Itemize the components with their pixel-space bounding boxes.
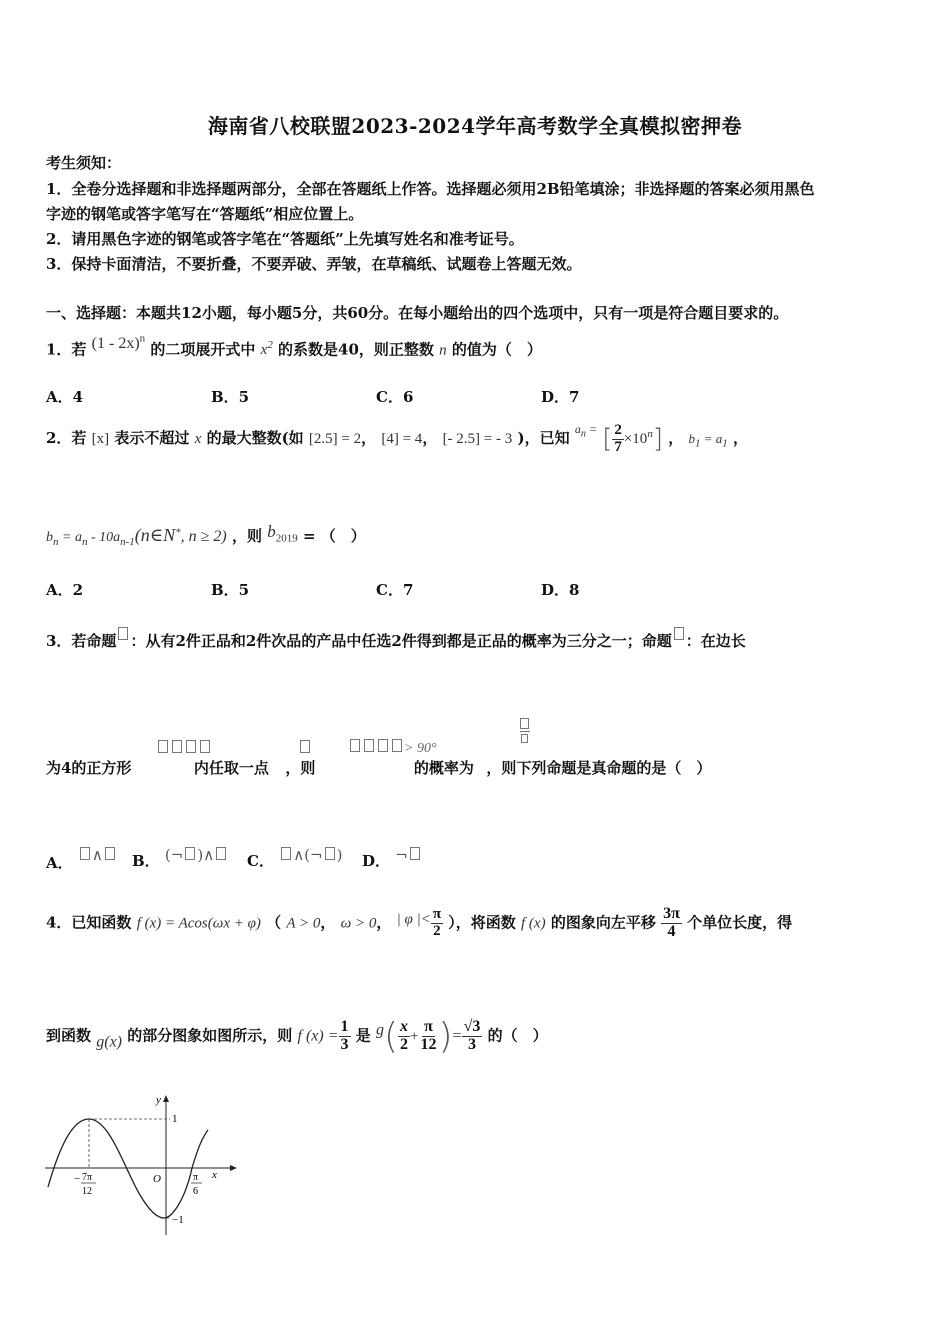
q2-rec-b: b xyxy=(46,530,53,545)
q2-prefix: 2．若 xyxy=(46,429,87,447)
q2-text-4: ， xyxy=(668,429,684,447)
q2-eq: = xyxy=(585,422,597,436)
q2-text-6: ，则 xyxy=(231,527,262,545)
q2-rec-10a: - 10a xyxy=(87,530,121,545)
q3-c-close: ) xyxy=(336,846,343,864)
q2-option-c[interactable]: C．7 xyxy=(376,581,414,599)
q2-frac-num: 2 xyxy=(614,421,622,438)
q4-text-1: ），将函数 xyxy=(448,913,516,932)
q3-glyph-2 xyxy=(172,740,182,753)
q4-plus: + xyxy=(410,1028,419,1045)
q3-b-and: )∧ xyxy=(197,846,215,864)
q4-fx: f (x) xyxy=(521,915,546,932)
q3-point-symbol xyxy=(298,738,312,757)
x-left-sign: − xyxy=(74,1173,81,1185)
x-left-den: 12 xyxy=(82,1186,92,1197)
q4-phi-cond: | φ |< xyxy=(396,911,431,928)
q2-comma-2: ， xyxy=(422,429,438,447)
q4-function: f (x) = Acos(ωx + φ) xyxy=(136,915,261,932)
q3-option-b-expr xyxy=(165,846,228,864)
origin-label: O xyxy=(153,1173,161,1185)
q2-a: a xyxy=(574,422,581,436)
q2-b2019-b: b xyxy=(267,522,276,541)
q3-line2-c: ，则 xyxy=(285,759,316,777)
q3-line2-e: ，则下列命题是真命题的是（ ） xyxy=(486,759,712,777)
section-heading: 一、选择题：本题共12小题，每小题5分，共60分。在每小题给出的四个选项中，只有一项是符合题目要求的。 xyxy=(46,304,789,322)
q2-example-2: [4] = 4 xyxy=(381,431,423,447)
q3-p-symbol xyxy=(118,627,128,640)
q3-q-symbol xyxy=(674,627,684,640)
q2-rec-a: = a xyxy=(58,530,82,545)
q3-glyph-7 xyxy=(364,739,374,752)
q4-g-frac-2 xyxy=(419,1019,439,1054)
q4-line2-a: 到函数 xyxy=(46,1026,92,1045)
q2-text-1: 表示不超过 xyxy=(114,429,190,447)
q3-c-and-not: ∧(¬ xyxy=(293,846,323,864)
q2-rec-sub3: n-1 xyxy=(120,535,135,548)
q1-x: x xyxy=(260,342,268,359)
q3-prob-bar xyxy=(520,731,530,732)
x-right-num: π xyxy=(193,1172,199,1183)
q2-option-b[interactable]: B．5 xyxy=(211,581,250,599)
q3-prob-den xyxy=(521,734,528,743)
q2-x: x xyxy=(194,431,202,447)
q3-glyph-4 xyxy=(200,740,210,753)
q4-g-frac-1 xyxy=(398,1019,410,1054)
q2-floor-x: [x] xyxy=(91,431,110,447)
q3-option-a[interactable] xyxy=(46,846,117,873)
q4-phi-den: 2 xyxy=(433,922,441,939)
q2-example-3: [- 2.5] = - 3 xyxy=(442,431,513,447)
q3-b-q xyxy=(216,847,226,860)
q3-glyph-9 xyxy=(392,739,402,752)
question-2 xyxy=(46,422,748,455)
q3-square-symbols xyxy=(156,738,212,757)
x-axis-label: x xyxy=(212,1169,217,1181)
q2-text-5: ， xyxy=(732,429,748,447)
q2-times: ×10 xyxy=(623,431,648,447)
q3-probability-fraction xyxy=(518,718,531,743)
q2-rec-sub: n xyxy=(53,535,59,548)
q3-glyph-6 xyxy=(350,739,360,752)
q3-line2-d: 的概率为 xyxy=(413,759,474,777)
q4-g-den1: 2 xyxy=(400,1036,409,1053)
q3-d-not: ¬ xyxy=(395,846,408,864)
q3-prob-num xyxy=(520,718,529,729)
q3-option-d-expr xyxy=(395,846,422,864)
q4-third-den: 3 xyxy=(340,1036,349,1053)
q3-option-a-label: A． xyxy=(46,854,73,872)
q4-third-fraction xyxy=(339,1019,351,1054)
q3-d-q xyxy=(410,847,420,860)
q1-binomial xyxy=(92,335,145,352)
q3-b-not: (¬ xyxy=(164,846,184,864)
q3-line2-b: 内任取一点 xyxy=(193,759,269,777)
q3-line1-a: 3．若命题 xyxy=(46,632,117,650)
q3-option-d[interactable] xyxy=(362,846,422,871)
q1-x-squared xyxy=(260,339,273,359)
q1-option-c[interactable]: C．6 xyxy=(376,388,414,406)
q4-g-den2: 12 xyxy=(420,1036,437,1053)
q4-text-2: 的图象向左平移 xyxy=(550,913,656,932)
q3-a-and: ∧ xyxy=(91,846,103,864)
q2-bracket-right: ] xyxy=(652,424,663,454)
q4-fx-eq: f (x) = xyxy=(297,1027,339,1045)
notice-item-1: 1．全卷分选择题和非选择题两部分，全部在答题纸上作答。选择题必须用2B铅笔填涂；非选择题的答案必须用黑色 xyxy=(46,180,815,198)
q2-b1-b: b xyxy=(688,431,695,446)
q1-option-d[interactable]: D．7 xyxy=(541,388,580,406)
q2-fraction xyxy=(612,423,624,456)
q2-option-a[interactable]: A．2 xyxy=(46,581,84,599)
q1-mid: 的二项展开式中 xyxy=(150,340,256,359)
q4-comma-2: ， xyxy=(376,913,392,932)
q2-power: n xyxy=(647,428,653,440)
notice-heading: 考生须知： xyxy=(46,154,122,172)
q2-frac-den: 7 xyxy=(614,438,622,455)
q4-line2-b: 的部分图象如图所示，则 xyxy=(127,1026,293,1045)
q4-shift-num: 3π xyxy=(663,905,680,922)
q4-root-fraction xyxy=(462,1019,483,1054)
y-max-label: 1 xyxy=(172,1113,178,1125)
q1-binomial-base: (1 - 2x) xyxy=(91,335,140,353)
question-1 xyxy=(46,333,542,359)
q3-glyph-5 xyxy=(300,740,310,753)
q2-rec-cond: (n∈N xyxy=(134,525,176,545)
q3-line2-a: 为4的正方形 xyxy=(46,759,132,777)
cosine-graph xyxy=(40,1090,240,1240)
q3-option-d-label: D． xyxy=(362,852,391,870)
q4-g: g xyxy=(375,1021,384,1039)
x-left-num: 7π xyxy=(82,1172,93,1183)
q3-line1-b: ：从有2件正品和2件次品的产品中任选2件得到都是正品的概率为三分之一；命题 xyxy=(130,632,672,650)
q4-shift-fraction xyxy=(661,906,682,941)
q1-x-exp: 2 xyxy=(267,339,273,352)
y-axis-arrow xyxy=(163,1095,169,1102)
q4-prefix: 4．已知函数 xyxy=(46,913,132,932)
question-3 xyxy=(46,627,746,651)
q2-text-2: 的最大整数(如 xyxy=(206,429,304,447)
question-2-line-2 xyxy=(46,522,366,548)
q3-option-c-label: C． xyxy=(247,852,274,870)
question-3-line-2 xyxy=(46,757,711,778)
q2-example-1: [2.5] = 2 xyxy=(308,431,362,447)
q1-option-a[interactable]: A．4 xyxy=(46,388,84,406)
q4-line2-d: 的（ ） xyxy=(487,1026,548,1045)
q3-option-b-label: B． xyxy=(132,852,160,870)
q4-line2-c: 是 xyxy=(355,1026,371,1045)
q2-b1 xyxy=(688,431,728,450)
q4-root-den: 3 xyxy=(467,1036,476,1053)
q4-g-num1: x xyxy=(400,1018,409,1036)
notice-item-2: 2．请用黑色字迹的钢笔或答字笔在“答题纸”上先填写姓名和准考证号。 xyxy=(46,230,524,248)
q2-bracket-left: [ xyxy=(602,424,613,454)
page-title: 海南省八校联盟2023-2024学年高考数学全真模拟密押卷 xyxy=(207,114,743,138)
q4-text-3: 个单位长度，得 xyxy=(687,913,793,932)
q1-binomial-exp: n xyxy=(139,333,146,345)
q3-option-c[interactable] xyxy=(247,846,342,871)
q2-text-7: = （ ） xyxy=(302,527,366,545)
q4-equals: = xyxy=(452,1027,462,1045)
q4-gx: g(x) xyxy=(96,1033,123,1051)
q2-a1-sub: 1 xyxy=(722,437,728,450)
q4-shift-den: 4 xyxy=(667,922,676,940)
q3-glyph-8 xyxy=(378,739,388,752)
q3-angle-expr xyxy=(348,737,437,757)
x-axis-arrow xyxy=(230,1165,237,1171)
q4-root-num: √3 xyxy=(463,1018,481,1036)
q4-a-cond: A > 0 xyxy=(286,915,321,932)
q3-b-p xyxy=(185,847,195,860)
q2-a-sub: n xyxy=(580,428,586,440)
q2-b2019 xyxy=(267,522,298,545)
q3-option-c-expr xyxy=(279,846,342,864)
q3-option-a-expr xyxy=(78,846,117,864)
q1-option-b[interactable]: B．5 xyxy=(211,388,250,406)
q3-angle-value: > 90° xyxy=(404,741,437,756)
q4-omega-cond: ω > 0 xyxy=(340,915,377,932)
q2-rec-star: * xyxy=(175,526,181,539)
q1-mid2: 的系数是40，则正整数 xyxy=(278,340,434,359)
q4-g-num2: π xyxy=(424,1018,433,1036)
y-axis-label: y xyxy=(156,1094,161,1106)
x-right-den: 6 xyxy=(193,1186,198,1197)
q3-c-q xyxy=(325,847,335,860)
q2-comma-1: ， xyxy=(361,429,377,447)
q3-option-b[interactable] xyxy=(132,846,228,871)
q3-glyph-1 xyxy=(158,740,168,753)
q2-option-d[interactable]: D．8 xyxy=(541,581,580,599)
q3-c-p xyxy=(281,847,291,860)
q1-prefix: 1．若 xyxy=(46,340,87,359)
question-4-line-2 xyxy=(46,1016,548,1057)
q2-rec-cond2: , n ≥ 2) xyxy=(180,528,227,545)
q2-times-power xyxy=(623,428,653,447)
q3-a-p xyxy=(80,847,90,860)
q2-rec-sub2: n xyxy=(81,535,88,548)
q4-paren-right: ) xyxy=(438,1016,453,1057)
y-min-label: −1 xyxy=(172,1214,184,1226)
q4-third-num: 1 xyxy=(340,1018,349,1036)
q3-line1-c: ：在边长 xyxy=(685,632,746,650)
q3-glyph-3 xyxy=(186,740,196,753)
q4-phi-num: π xyxy=(432,906,442,923)
q4-paren-left: ( xyxy=(383,1016,399,1057)
notice-item-1-cont: 字迹的钢笔或答字笔写在“答题纸”相应位置上。 xyxy=(46,205,364,223)
q2-text-3: )，已知 xyxy=(517,429,570,447)
q1-n: n xyxy=(439,342,447,359)
notice-item-3: 3．保持卡面清洁，不要折叠，不要弄破、弄皱，在草稿纸、试题卷上答题无效。 xyxy=(46,255,582,273)
q3-a-q xyxy=(105,847,115,860)
q4-phi-fraction xyxy=(431,907,443,940)
q1-end: 的值为（ ） xyxy=(451,340,542,359)
q2-eq2: = a xyxy=(700,431,723,446)
question-4 xyxy=(46,906,792,941)
q2-b2019-sub: 2019 xyxy=(275,532,298,545)
q2-b1-sub: 1 xyxy=(694,437,701,450)
q2-a-n xyxy=(574,422,597,440)
q2-recurrence xyxy=(46,525,227,548)
q4-comma-1: ， xyxy=(320,913,336,932)
q4-cond-open: （ xyxy=(266,913,282,932)
